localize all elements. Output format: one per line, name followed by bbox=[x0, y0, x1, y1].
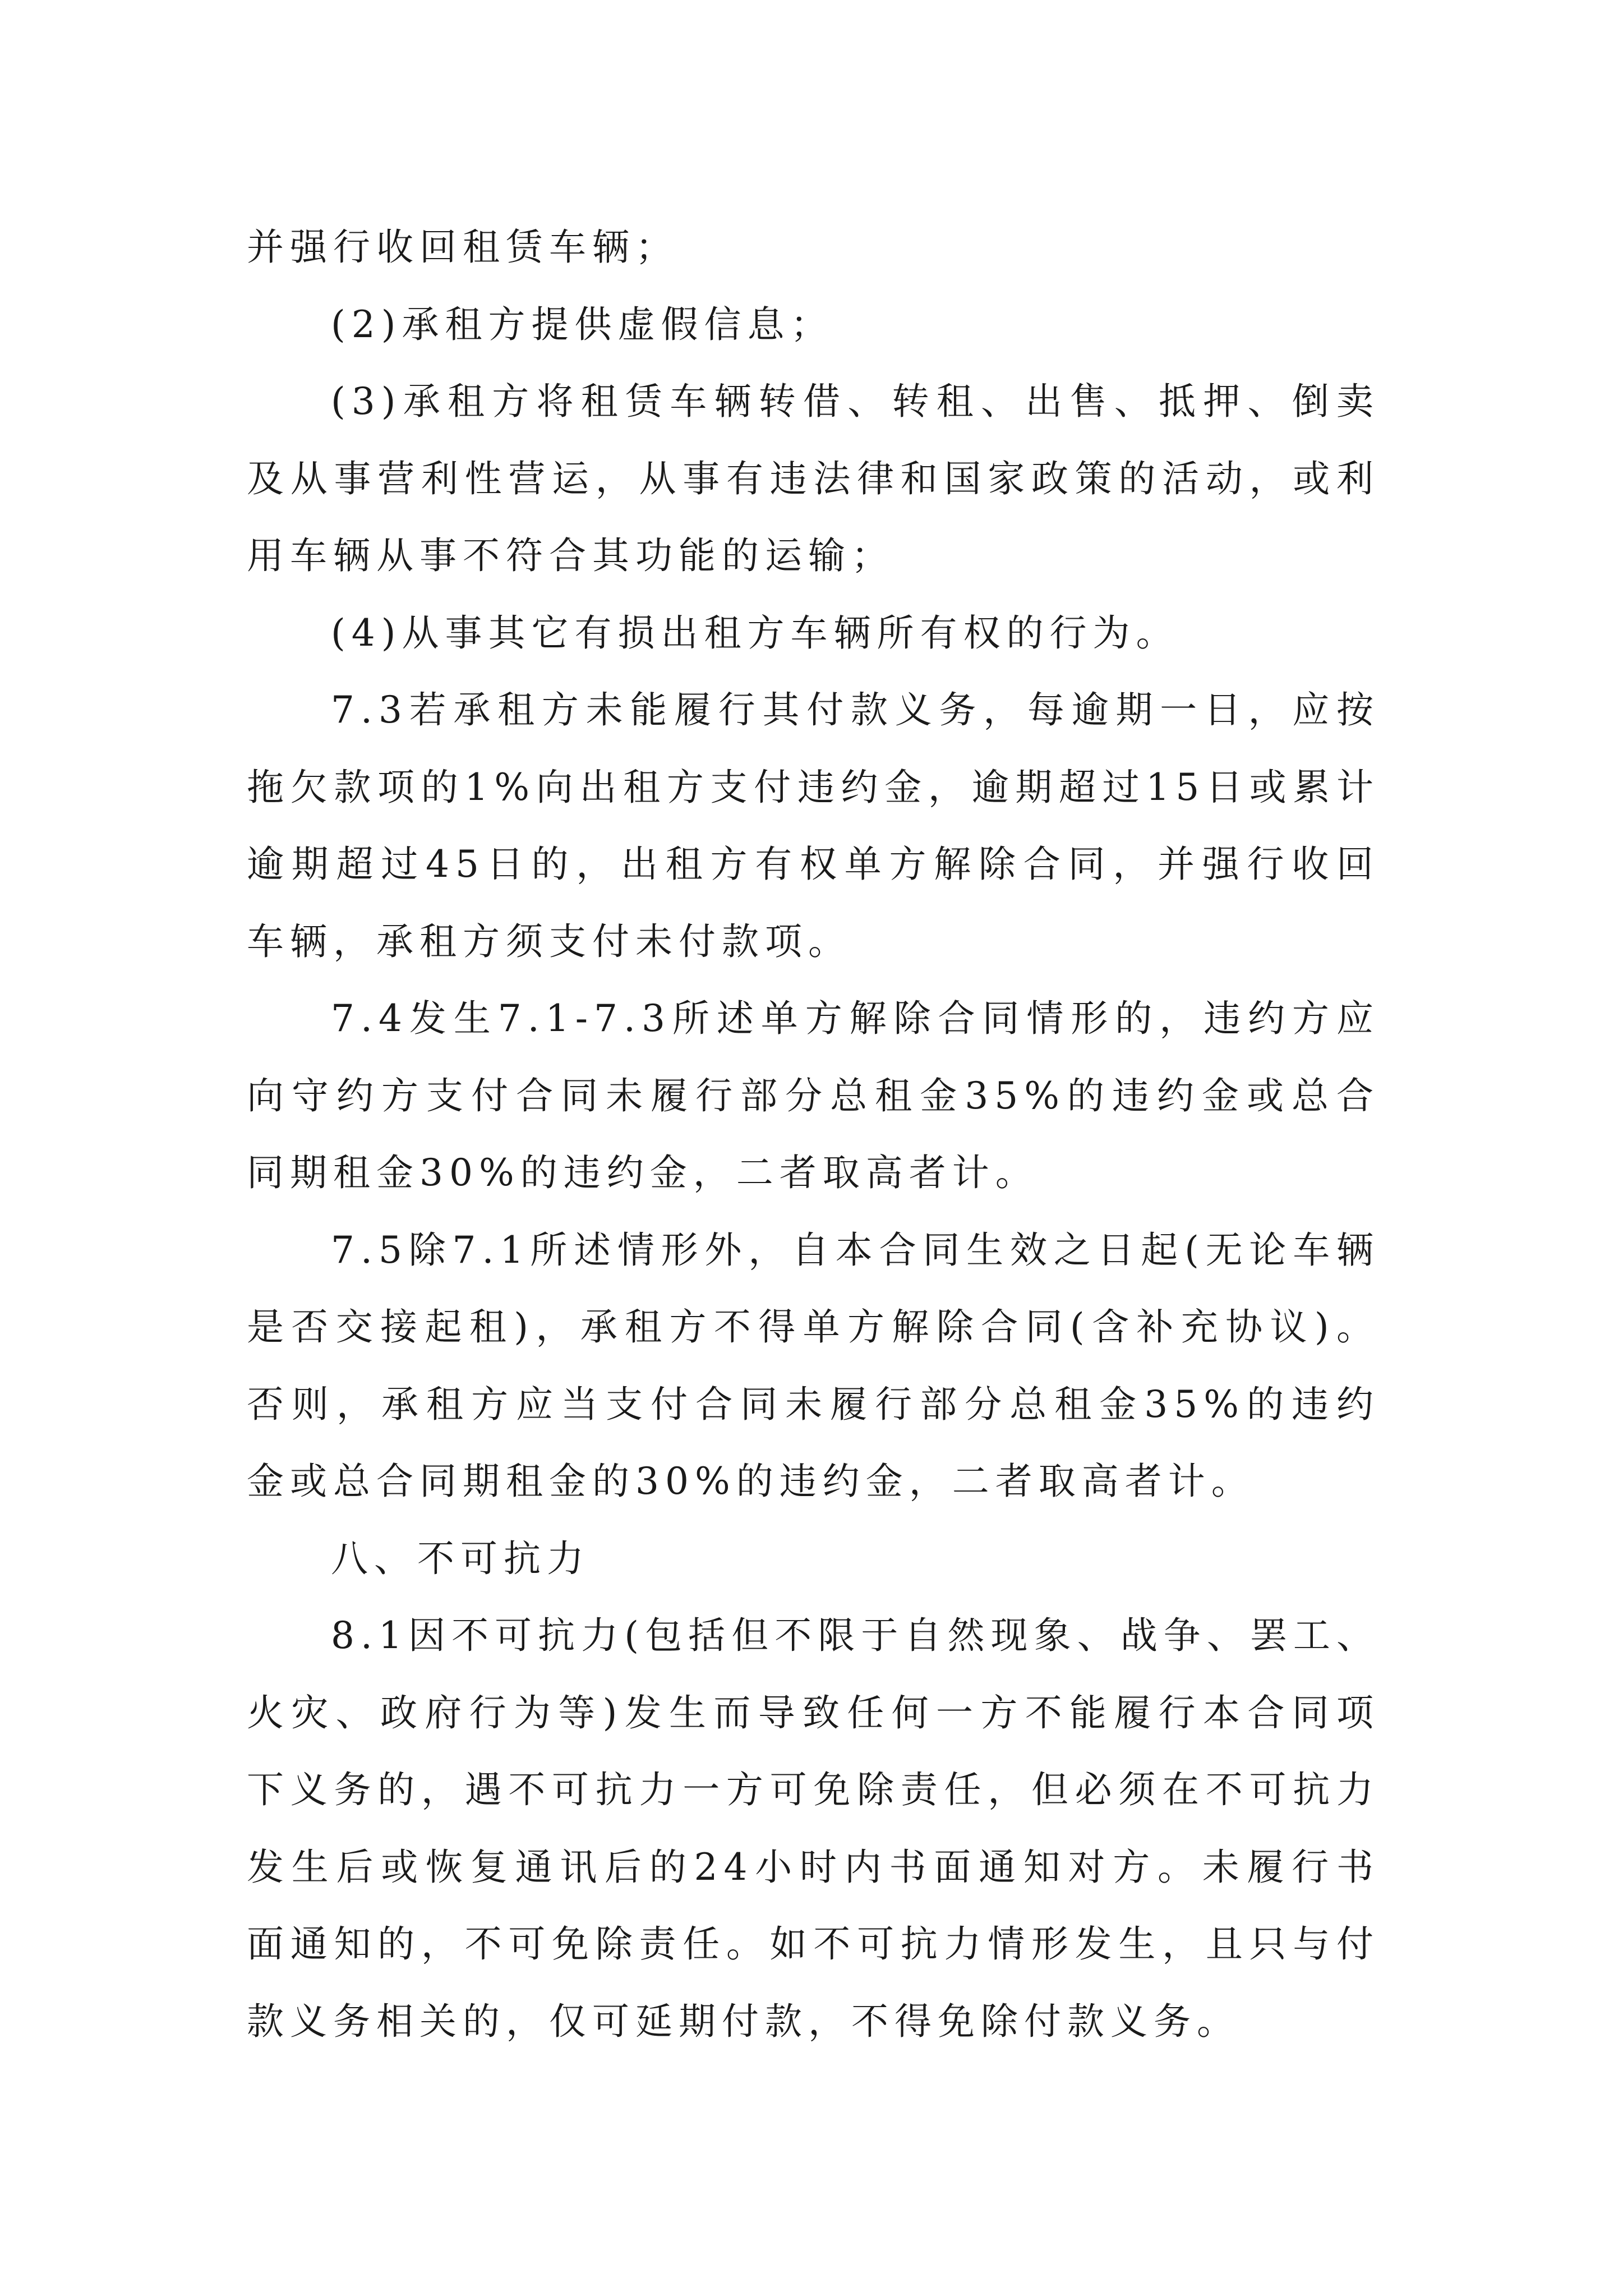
paragraph-8-1: 8.1因不可抗力(包括但不限于自然现象、战争、罢工、火灾、政府行为等)发生而导致任何一方不能履行本合同项下义务的，遇不可抗力一方可免除责任，但必须在不可抗力发生后或恢复通讯后的24小时内书面通知对方。未履行书面通知的，不可免除责任。如不可抗力情形发生，且只与付款义务相关的，仅可延期付款，不得免除付款义务。 bbox=[247, 1614, 1380, 2043]
paragraph-7-3: 7.3若承租方未能履行其付款义务，每逾期一日，应按拖欠款项的1%向出租方支付违约金，逾期超过15日或累计逾期超过45日的，出租方有权单方解除合同，并强行收回车辆，承租方须支付未付款项。 bbox=[247, 688, 1380, 963]
paragraph-7-4: 7.4发生7.1-7.3所述单方解除合同情形的，违约方应向守约方支付合同未履行部分总租金35%的违约金或总合同期租金30%的违约金，二者取高者计。 bbox=[247, 997, 1380, 1194]
paragraph-clause-2: (2)承租方提供虚假信息； bbox=[331, 302, 834, 346]
section-heading-force-majeure: 八、不可抗力 bbox=[331, 1536, 590, 1580]
paragraph-clause-3: (3)承租方将租赁车辆转借、转租、出售、抵押、倒卖及从事营利性营运，从事有违法律和国家政策的活动，或利用车辆从事不符合其功能的运输； bbox=[247, 380, 1380, 577]
paragraph-7-5: 7.5除7.1所述情形外，自本合同生效之日起(无论车辆是否交接起租)，承租方不得单方解除合同(含补充协议)。否则，承租方应当支付合同未履行部分总租金35%的违约金或总合同期租金的30%的违约金，二者取高者计。 bbox=[247, 1228, 1380, 1503]
paragraph-clause-4: (4)从事其它有损出租方车辆所有权的行为。 bbox=[331, 611, 1179, 655]
paragraph-continuation: 并强行收回租赁车辆； bbox=[247, 226, 679, 269]
document-body bbox=[247, 209, 1380, 2060]
